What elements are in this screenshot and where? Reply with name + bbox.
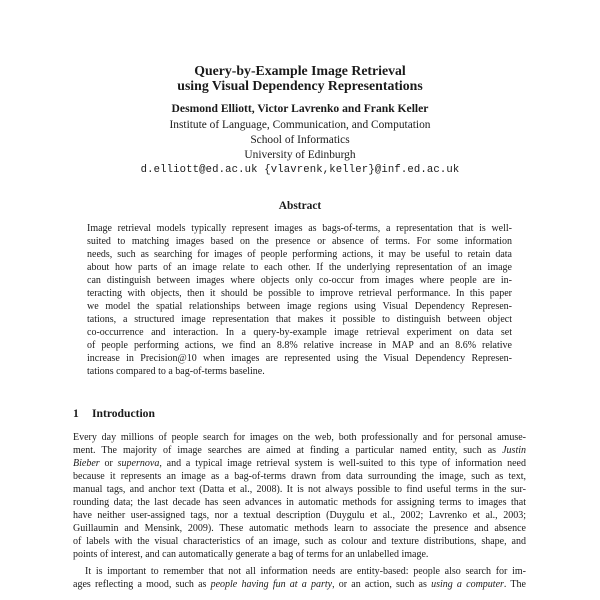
intro-line: have neither user-assigned tags, nor a textual description (Duygulu et al., 2002; Lavrenko et al., 2003; <box>73 510 526 521</box>
abstract-line: of people performing actions, we find an 8.8% relative increase in MAP and an 8.6% relative <box>87 340 512 351</box>
intro-line: of labels with the visual characteristics of an image, such as colour and texture distributions, shape, and <box>73 536 526 547</box>
intro-line: It is important to remember that not all information needs are entity-based: people also search for im- <box>85 566 526 577</box>
abstract-line: suited to matching images based on the presence or absence of terms. For some information <box>87 236 512 247</box>
section-heading-introduction <box>73 407 155 421</box>
affiliation-university: University of Edinburgh <box>244 149 356 161</box>
intro-line: points of interest, and can automatically generate a bag of terms for an unlabelled image. <box>73 549 429 560</box>
intro-line: Every day millions of people search for images on the web, both professionally and for personal amuse- <box>73 432 526 443</box>
intro-line: Guillaumin and Mensink, 2009). These automatic methods learn to associate the presence and absence <box>73 523 526 534</box>
section-number: 1 <box>73 407 79 420</box>
abstract-line: Image retrieval models typically represent images as bags-of-terms, a representation that is well- <box>87 223 512 234</box>
intro-line: because it represents an image as a bag-of-terms drawn from data surrounding the image, such as text, <box>73 471 526 482</box>
abstract-line: increase in Precision@10 when images are represented using the Visual Dependency Represen- <box>87 353 512 364</box>
intro-line: Bieber or supernova, and a typical image retrieval system is well-suited to this type of information need <box>73 458 526 469</box>
affiliation-school: School of Informatics <box>250 134 350 146</box>
section-title: Introduction <box>92 407 155 420</box>
abstract-line: about how parts of an image relate to each other. If the underlying representation of an image <box>87 262 512 273</box>
author-list: Desmond Elliott, Victor Lavrenko and Frank Keller <box>171 102 429 115</box>
abstract-heading: Abstract <box>278 200 322 212</box>
abstract-line: needs, such as searching for images of people performing actions, it may be useful to retain data <box>87 249 512 260</box>
intro-line: manual tags, and anchor text (Datta et al., 2008). It is not always possible to find useful terms in the sur- <box>73 484 526 495</box>
abstract-line: can distinguish between images where objects only co-occur from images where people are in- <box>87 275 512 286</box>
paper-title-line-2: using Visual Dependency Representations <box>177 78 423 93</box>
intro-line: ages reflecting a mood, such as people having fun at a party, or an action, such as using a computer. The <box>73 579 526 590</box>
abstract-line: tations, a structured image representation that makes it possible to distinguish between object <box>87 314 512 325</box>
affiliation-institute: Institute of Language, Communication, and Computation <box>169 119 431 131</box>
abstract-line: tations compared to a bag-of-terms baseline. <box>87 366 265 377</box>
abstract-line: we model the spatial relationships between image regions using Visual Dependency Represen- <box>87 301 512 312</box>
intro-line: rounding data; the last decade has seen advances in automatic methods for assigning terms to images that <box>73 497 526 508</box>
author-emails: d.elliott@ed.ac.uk {vlavrenk,keller}@inf.ed.ac.uk <box>140 164 460 176</box>
abstract-line: co-occurrence and interaction. In a query-by-example image retrieval experiment on data set <box>87 327 512 338</box>
paper-title-line-1: Query-by-Example Image Retrieval <box>194 63 406 78</box>
abstract-line: teracting with objects, then it should be possible to improve retrieval performance. In this paper <box>87 288 512 299</box>
intro-line: ment. The majority of image searches are aimed at finding a particular named entity, such as Justin <box>73 445 526 456</box>
